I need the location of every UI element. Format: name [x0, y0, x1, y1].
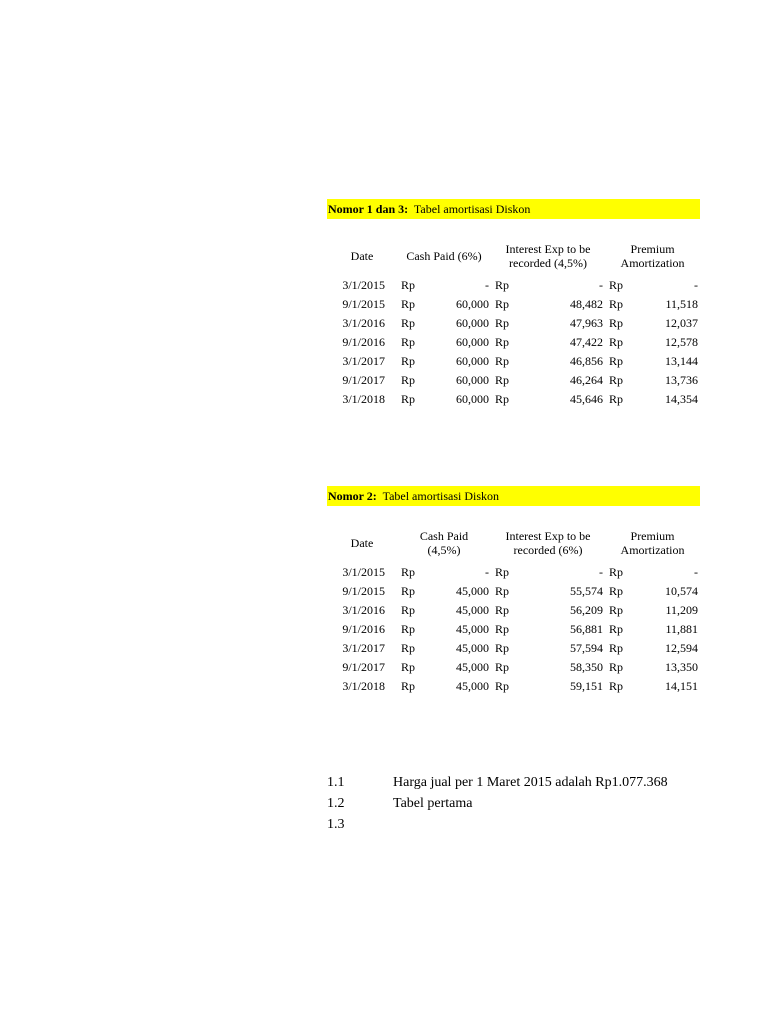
cell-premium: 13,350 [665, 660, 699, 674]
cell-currency: Rp [495, 565, 510, 579]
header-interest: Interest Exp to be recorded (6%) [505, 529, 591, 557]
table-row [327, 352, 700, 371]
cell-currency: Rp [401, 565, 416, 579]
amortization-table-2 [327, 523, 700, 696]
cell-cash-paid: 45,000 [456, 660, 489, 674]
cell-currency: Rp [609, 335, 624, 349]
cell-interest: 46,264 [570, 373, 604, 387]
cell-currency: Rp [401, 373, 416, 387]
cell-currency: Rp [495, 622, 510, 636]
cell-date: 9/1/2015 [342, 584, 385, 598]
cell-currency: Rp [495, 373, 510, 387]
header-date: Date [350, 536, 374, 550]
cell-currency: Rp [495, 660, 510, 674]
table-header-row [327, 236, 700, 276]
cell-currency: Rp [401, 660, 416, 674]
header-cash-paid: Cash Paid (4,5%) [419, 529, 469, 557]
cell-currency: Rp [495, 641, 510, 655]
footnote-number: 1.2 [327, 796, 345, 811]
amortization-section-2 [327, 486, 700, 696]
cell-currency: Rp [401, 679, 416, 693]
table-row [327, 620, 700, 639]
cell-currency: Rp [401, 316, 416, 330]
cell-premium: 11,209 [665, 603, 699, 617]
footnote-item [327, 814, 727, 835]
cell-premium: 12,594 [665, 641, 699, 655]
cell-cash-paid: 60,000 [456, 373, 490, 387]
cell-currency: Rp [609, 641, 624, 655]
cell-premium: 14,151 [665, 679, 699, 693]
header-interest: Interest Exp to be recorded (4,5%) [505, 242, 591, 270]
cell-premium: 10,574 [665, 584, 699, 598]
cell-premium: 13,144 [665, 354, 699, 368]
table-row [327, 677, 700, 696]
cell-currency: Rp [609, 565, 624, 579]
cell-currency: Rp [609, 603, 624, 617]
cell-cash-paid: 60,000 [456, 335, 490, 349]
cell-date: 9/1/2015 [342, 297, 385, 311]
cell-interest: 45,646 [570, 392, 604, 406]
cell-cash-paid: 60,000 [456, 392, 490, 406]
table-row [327, 582, 700, 601]
title-text: Tabel amortisasi Diskon [413, 202, 531, 216]
cell-cash-paid: 45,000 [456, 584, 489, 598]
footnote-number: 1.1 [327, 775, 345, 790]
cell-date: 3/1/2015 [342, 565, 385, 579]
title-bold: Nomor 2: [328, 489, 377, 503]
cell-date: 9/1/2017 [342, 373, 385, 387]
table-row [327, 371, 700, 390]
cell-cash-paid: - [485, 565, 489, 579]
cell-cash-paid: 45,000 [456, 622, 489, 636]
cell-premium: 11,518 [665, 297, 699, 311]
cell-date: 3/1/2018 [342, 679, 385, 693]
cell-premium: 14,354 [665, 392, 699, 406]
table-row [327, 390, 700, 409]
cell-date: 3/1/2018 [342, 392, 385, 406]
cell-cash-paid: 45,000 [456, 641, 489, 655]
header-premium: Premium Amortization [620, 242, 685, 270]
table-row [327, 563, 700, 582]
cell-interest: - [599, 278, 604, 292]
table-row [327, 314, 700, 333]
cell-cash-paid: 60,000 [456, 354, 490, 368]
table-row [327, 658, 700, 677]
cell-currency: Rp [609, 622, 624, 636]
cell-premium: - [694, 278, 699, 292]
cell-currency: Rp [609, 660, 624, 674]
cell-premium: - [694, 565, 699, 579]
cell-currency: Rp [401, 622, 416, 636]
cell-currency: Rp [401, 641, 416, 655]
cell-date: 9/1/2016 [342, 622, 385, 636]
cell-date: 9/1/2017 [342, 660, 385, 674]
cell-currency: Rp [609, 278, 624, 292]
title-text: Tabel amortisasi Diskon [382, 489, 500, 503]
cell-interest: 47,422 [570, 335, 604, 349]
amortization-table-1 [327, 236, 700, 409]
footnote-item [327, 772, 727, 793]
cell-interest: 55,574 [570, 584, 604, 598]
cell-interest: 59,151 [570, 679, 604, 693]
cell-currency: Rp [609, 679, 624, 693]
footnote-number: 1.3 [327, 817, 345, 832]
cell-cash-paid: 60,000 [456, 316, 490, 330]
cell-premium: 12,578 [665, 335, 699, 349]
cell-currency: Rp [401, 335, 416, 349]
section-title-banner [327, 199, 700, 219]
amortization-section-1 [327, 199, 700, 409]
cell-date: 3/1/2016 [342, 603, 385, 617]
cell-cash-paid: - [485, 278, 490, 292]
cell-currency: Rp [495, 679, 510, 693]
cell-date: 9/1/2016 [342, 335, 385, 349]
header-cash-paid: Cash Paid (6%) [406, 249, 482, 263]
cell-date: 3/1/2017 [342, 641, 385, 655]
cell-premium: 12,037 [665, 316, 699, 330]
footnote-text: Tabel pertama [393, 796, 473, 811]
cell-currency: Rp [495, 584, 510, 598]
header-premium: Premium Amortization [620, 529, 685, 557]
cell-currency: Rp [495, 392, 510, 406]
footnote-item [327, 793, 727, 814]
title-bold: Nomor 1 dan 3: [328, 202, 409, 216]
cell-currency: Rp [609, 354, 624, 368]
table-row [327, 333, 700, 352]
cell-date: 3/1/2016 [342, 316, 385, 330]
cell-currency: Rp [609, 316, 624, 330]
cell-date: 3/1/2017 [342, 354, 385, 368]
cell-cash-paid: 60,000 [456, 297, 490, 311]
table-row [327, 295, 700, 314]
cell-currency: Rp [609, 297, 624, 311]
cell-cash-paid: 45,000 [456, 603, 489, 617]
cell-premium: 13,736 [665, 373, 699, 387]
table-row [327, 276, 700, 295]
cell-currency: Rp [401, 603, 416, 617]
cell-currency: Rp [495, 354, 510, 368]
cell-currency: Rp [609, 392, 624, 406]
cell-cash-paid: 45,000 [456, 679, 489, 693]
cell-currency: Rp [609, 373, 624, 387]
cell-currency: Rp [495, 297, 510, 311]
cell-currency: Rp [401, 392, 416, 406]
cell-currency: Rp [495, 316, 510, 330]
cell-premium: 11,881 [665, 622, 699, 636]
cell-currency: Rp [401, 354, 416, 368]
cell-currency: Rp [401, 584, 416, 598]
cell-currency: Rp [495, 603, 510, 617]
cell-interest: 46,856 [570, 354, 604, 368]
cell-date: 3/1/2015 [342, 278, 385, 292]
cell-currency: Rp [495, 278, 510, 292]
cell-interest: 57,594 [570, 641, 604, 655]
cell-interest: 56,881 [570, 622, 604, 636]
cell-interest: 48,482 [570, 297, 604, 311]
cell-interest: - [599, 565, 604, 579]
footnotes [327, 772, 727, 835]
cell-interest: 58,350 [570, 660, 604, 674]
section-title-banner [327, 486, 700, 506]
table-row [327, 639, 700, 658]
cell-currency: Rp [401, 297, 416, 311]
header-date: Date [350, 249, 374, 263]
cell-currency: Rp [495, 335, 510, 349]
cell-currency: Rp [401, 278, 416, 292]
cell-interest: 47,963 [570, 316, 604, 330]
footnote-text: Harga jual per 1 Maret 2015 adalah Rp1.077.368 [393, 775, 668, 790]
cell-interest: 56,209 [570, 603, 604, 617]
table-header-row [327, 523, 700, 563]
cell-currency: Rp [609, 584, 624, 598]
table-row [327, 601, 700, 620]
